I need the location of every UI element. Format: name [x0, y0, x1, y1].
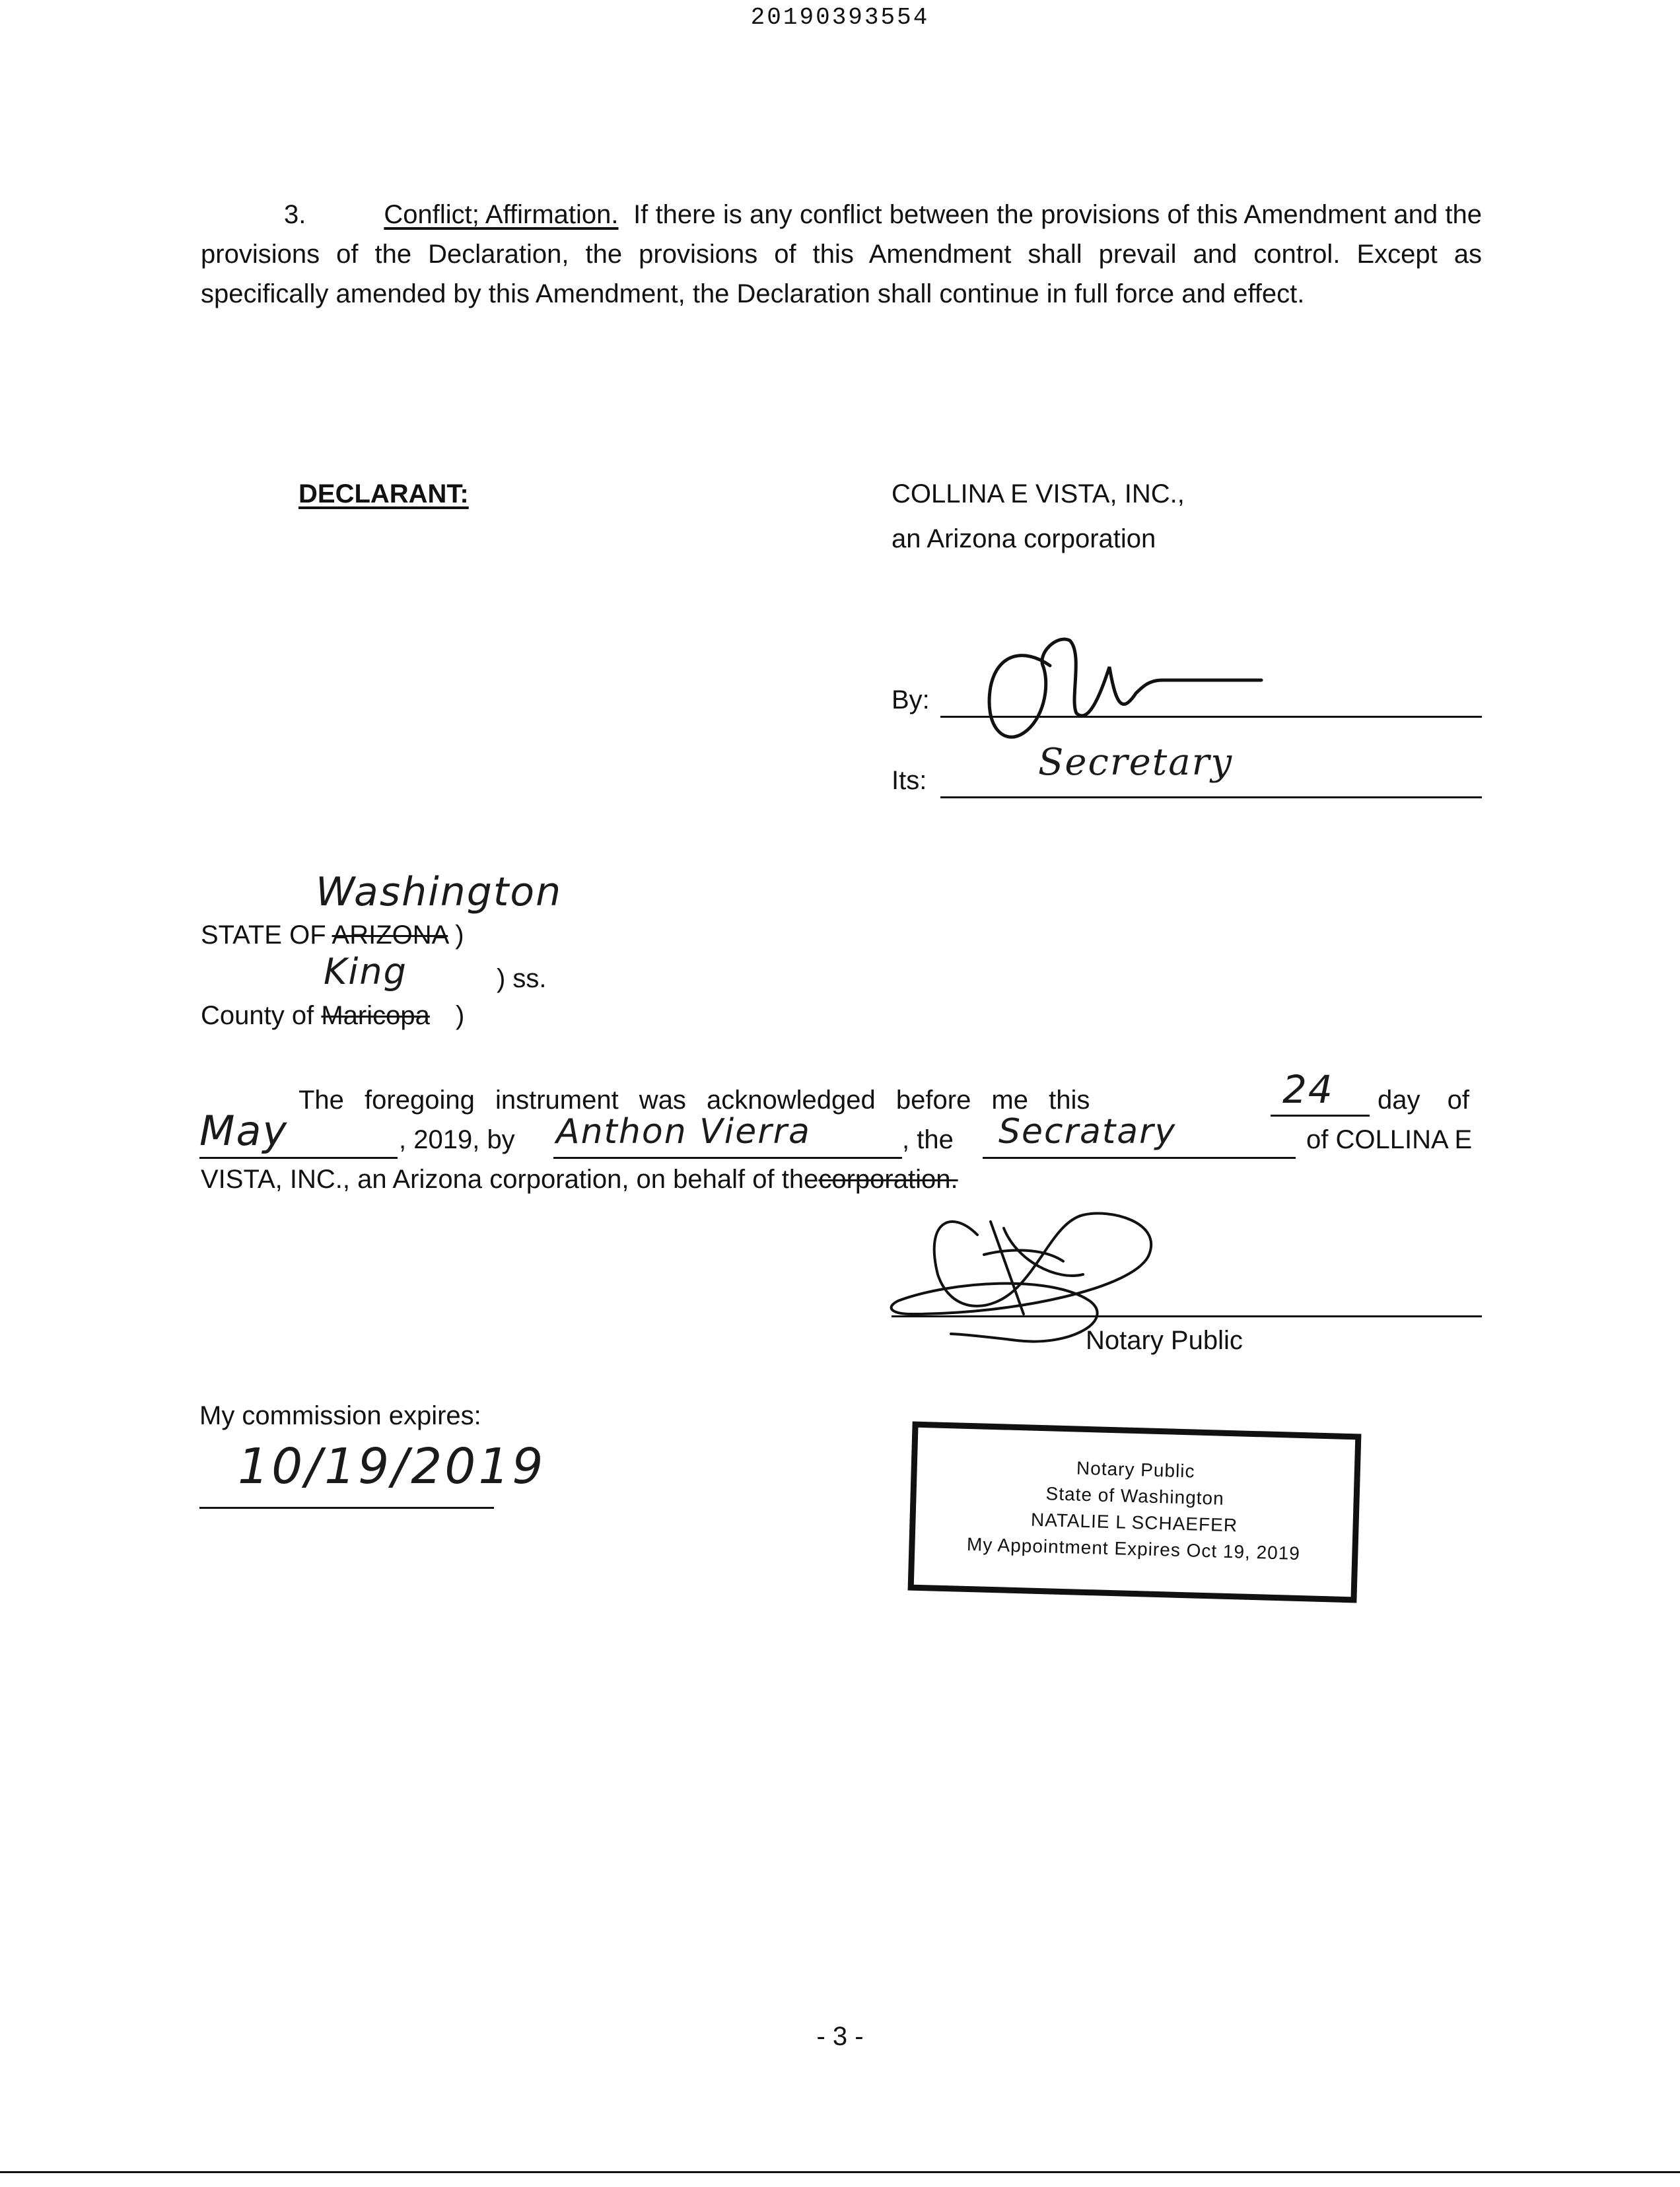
- ack-month-handwritten: May: [199, 1107, 289, 1155]
- ack-line3: [201, 1160, 958, 1199]
- state-line: [201, 915, 464, 955]
- ack-year-text: , 2019, by: [399, 1125, 515, 1154]
- ack-day-handwritten: 24: [1282, 1067, 1334, 1112]
- section-heading: Conflict; Affirmation.: [384, 200, 619, 229]
- bottom-rule: [0, 2171, 1680, 2173]
- ack-name-handwritten: Anthon Vierra: [556, 1112, 811, 1152]
- county-struck: Maricopa: [321, 1001, 430, 1030]
- stamp-text: [909, 1451, 1360, 1569]
- ack-month-line: [199, 1157, 398, 1159]
- company-description: an Arizona corporation: [892, 524, 1156, 553]
- stamp-line-2: State of Washington: [1045, 1483, 1225, 1509]
- ack-the-text: , the: [902, 1125, 954, 1154]
- its-label: Its:: [892, 766, 927, 795]
- stamp-line-3: NATALIE L SCHAEFER: [1030, 1509, 1238, 1536]
- stamp-line-1: Notary Public: [1076, 1457, 1195, 1482]
- notary-stamp: [908, 1422, 1362, 1603]
- notary-signature-line: [892, 1315, 1482, 1317]
- page-number: - 3 -: [816, 2022, 864, 2051]
- state-label: STATE OF: [201, 920, 326, 950]
- commission-label: My commission expires:: [199, 1401, 481, 1430]
- ack-title-handwritten: Secratary: [998, 1112, 1177, 1152]
- ack-line3-struck: corporation.: [818, 1165, 958, 1194]
- county-handwritten: King: [324, 951, 407, 992]
- stamp-line-4: My Appointment Expires Oct 19, 2019: [966, 1533, 1301, 1564]
- commission-date-line: [199, 1507, 494, 1509]
- ack-title-line: [983, 1157, 1296, 1159]
- ack-day-line: [1271, 1115, 1370, 1117]
- state-handwritten: Washington: [316, 869, 563, 915]
- its-handwritten-title: Secretary: [1038, 741, 1234, 784]
- section-text: If there is any conflict between the provisions of this Amendment and the provisions of the Declaration, the provisions of this Amendment shall prevail and control. Except as specifically amended by this Amendment, the Declaration shall continue in full force and effect.: [201, 200, 1482, 308]
- ack-day-of: day of: [1378, 1086, 1469, 1115]
- section-number: 3.: [284, 200, 306, 229]
- ack-line3-text: VISTA, INC., an Arizona corporation, on behalf of the: [201, 1165, 819, 1194]
- ack-name-line: [553, 1157, 902, 1159]
- ss-mark: ) ss.: [497, 964, 547, 993]
- company-name: COLLINA E VISTA, INC.,: [892, 479, 1185, 508]
- its-signature-line: [940, 796, 1482, 798]
- section-3-paragraph: [201, 195, 1482, 314]
- county-label: County of: [201, 1001, 314, 1030]
- ack-of-text: of COLLINA E: [1306, 1125, 1473, 1154]
- commission-date-handwritten: 10/19/2019: [238, 1438, 546, 1495]
- recording-number: 20190393554: [750, 4, 930, 31]
- declarant-label: DECLARANT:: [298, 479, 469, 508]
- by-label: By:: [892, 685, 930, 714]
- county-paren: ): [455, 1001, 465, 1030]
- state-paren: ): [455, 920, 464, 950]
- ack-line1: The foregoing instrument was acknowledged before me this: [298, 1086, 1090, 1115]
- county-line: [201, 996, 464, 1035]
- notary-label: Notary Public: [1086, 1326, 1243, 1355]
- state-struck: ARIZONA: [332, 920, 448, 950]
